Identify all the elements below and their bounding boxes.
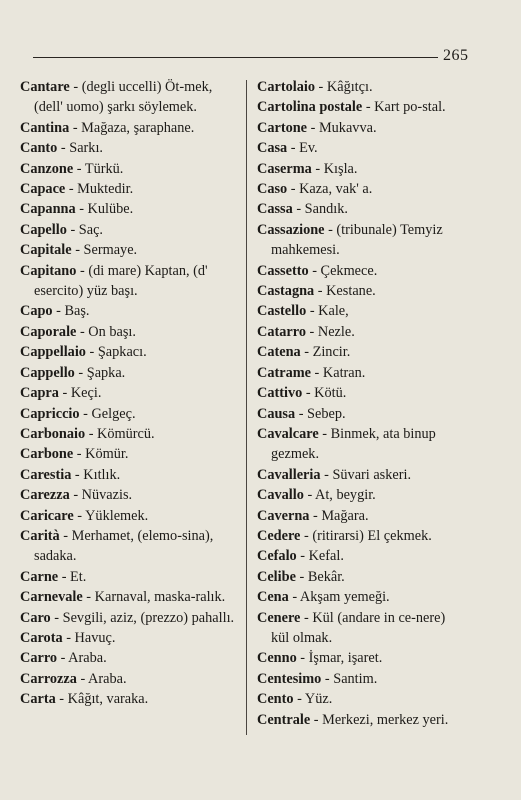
entry-definition: - Şapka. <box>74 364 126 381</box>
entry-definition: - Nezle. <box>305 323 355 340</box>
entry-definition: - Süvari askeri. <box>320 466 412 483</box>
entry-definition: - Kömür. <box>73 446 129 463</box>
entry-definition: - Sebep. <box>295 405 346 422</box>
dictionary-entry <box>20 220 240 240</box>
dictionary-entry <box>20 669 240 689</box>
entry-definition: - Saç. <box>66 221 104 238</box>
dictionary-entry <box>20 628 240 648</box>
dictionary-entry <box>20 506 240 526</box>
entry-definition: - Kale, <box>306 303 349 320</box>
entry-headword: Cantare <box>20 79 70 95</box>
entry-definition: - Kışla. <box>311 160 358 177</box>
dictionary-entry <box>257 424 467 465</box>
dictionary-entry <box>20 199 240 219</box>
entry-headword: Centesimo <box>257 670 322 687</box>
entry-headword: Catena <box>257 344 301 361</box>
entry-headword: Catarro <box>257 323 306 340</box>
entry-definition: - Sarkı. <box>57 140 104 157</box>
entry-headword: Caporale <box>20 323 77 340</box>
dictionary-entry <box>257 404 467 424</box>
dictionary-entry <box>257 159 467 179</box>
dictionary-entry <box>257 363 467 383</box>
entry-headword: Cappello <box>20 364 75 381</box>
dictionary-entry <box>20 424 240 444</box>
entry-headword: Capace <box>20 181 66 198</box>
dictionary-entry <box>257 567 467 587</box>
dictionary-entry <box>257 608 467 649</box>
entry-definition: - Kâğıtçı. <box>314 79 373 95</box>
dictionary-entry <box>20 240 240 260</box>
entry-definition: - Çekmece. <box>308 262 378 279</box>
dictionary-entry <box>257 118 467 138</box>
entry-headword: Caserma <box>257 160 312 177</box>
dictionary-entry <box>257 342 467 362</box>
entry-definition: - Binmek, ata binup gezmek. <box>271 425 436 463</box>
entry-definition: - Türkü. <box>73 160 124 177</box>
dictionary-entry <box>257 465 467 485</box>
entry-definition: - Kart po-stal. <box>362 99 446 116</box>
entry-headword: Cassa <box>257 201 293 218</box>
entry-definition: - Kül (andare in ce-nere) kül olmak. <box>271 609 446 646</box>
entry-definition: - Gelgeç. <box>79 405 136 422</box>
dictionary-entry <box>257 669 467 689</box>
entry-headword: Cenere <box>257 609 301 626</box>
entry-definition: - Araba. <box>57 650 107 667</box>
entry-headword: Canzone <box>20 160 74 177</box>
entry-headword: Cartone <box>257 119 308 136</box>
entry-headword: Carnevale <box>20 589 83 606</box>
entry-headword: Caricare <box>20 507 74 524</box>
entry-definition: - Mukavva. <box>307 119 377 136</box>
dictionary-entry <box>20 526 240 567</box>
entry-headword: Caro <box>20 609 51 626</box>
left-column <box>20 77 240 710</box>
entry-definition: - Katran. <box>310 364 366 381</box>
entry-definition: - Karnaval, maska-ralık. <box>82 589 226 606</box>
entry-headword: Capriccio <box>20 405 80 422</box>
dictionary-entry <box>20 322 240 342</box>
dictionary-entry <box>257 546 467 566</box>
dictionary-entry <box>20 77 240 118</box>
entry-headword: Cartolina postale <box>257 99 363 116</box>
entry-headword: Castello <box>257 303 307 320</box>
dictionary-entry <box>20 342 240 362</box>
dictionary-entry <box>257 383 467 403</box>
entry-headword: Carne <box>20 568 59 585</box>
entry-definition: - İşmar, işaret. <box>296 650 383 667</box>
entry-definition: - Keçi. <box>58 385 102 402</box>
dictionary-entry <box>20 648 240 668</box>
entry-headword: Carta <box>20 691 56 708</box>
entry-definition: - Kıtlık. <box>71 466 121 483</box>
entry-definition: - Kulübe. <box>75 201 134 218</box>
entry-definition: - (tribunale) Temyiz mahkemesi. <box>271 221 443 259</box>
entry-headword: Casa <box>257 140 288 157</box>
entry-definition: - Kaza, vak' a. <box>287 181 373 198</box>
entry-definition: - Bekâr. <box>295 568 345 585</box>
dictionary-entry <box>20 138 240 158</box>
dictionary-entry <box>257 689 467 709</box>
entry-headword: Carbone <box>20 446 74 463</box>
entry-definition: - (ritirarsi) El çekmek. <box>300 527 432 544</box>
entry-headword: Capra <box>20 385 59 402</box>
entry-definition: - Yüklemek. <box>73 507 149 524</box>
entry-headword: Causa <box>257 405 296 422</box>
entry-headword: Carrozza <box>20 670 77 687</box>
entry-definition: - Baş. <box>52 303 90 320</box>
entry-headword: Capo <box>20 303 53 320</box>
entry-definition: - Kestane. <box>314 283 376 300</box>
dictionary-entry <box>20 261 240 302</box>
entry-headword: Canto <box>20 140 58 157</box>
entry-definition: - Ev. <box>287 140 318 157</box>
entry-definition: - (di mare) Kaptan, (d' esercito) yüz başı. <box>34 262 208 300</box>
entry-headword: Carestia <box>20 466 72 483</box>
dictionary-entry <box>257 485 467 505</box>
dictionary-entry <box>257 179 467 199</box>
entry-headword: Carota <box>20 629 63 646</box>
dictionary-entry <box>20 587 240 607</box>
entry-headword: Centrale <box>257 711 311 728</box>
entry-headword: Caverna <box>257 507 310 524</box>
entry-definition: - Santim. <box>321 670 378 687</box>
entry-definition: - Merhamet, (elemo-sina), sadaka. <box>34 527 214 565</box>
dictionary-entry <box>257 526 467 546</box>
dictionary-entry <box>20 383 240 403</box>
dictionary-entry <box>257 322 467 342</box>
entry-headword: Capitale <box>20 242 72 259</box>
entry-definition: - Araba. <box>76 670 127 687</box>
entry-definition: - Muktedir. <box>65 181 134 198</box>
dictionary-entry <box>257 220 467 261</box>
entry-headword: Carità <box>20 527 60 544</box>
page-number: 265 <box>443 47 469 64</box>
dictionary-entry <box>257 138 467 158</box>
column-divider <box>246 80 247 735</box>
dictionary-entry <box>20 404 240 424</box>
dictionary-entry <box>20 363 240 383</box>
entry-headword: Cavalleria <box>257 466 321 483</box>
dictionary-entry <box>257 506 467 526</box>
entry-headword: Cattivo <box>257 385 303 402</box>
entry-definition: - Et. <box>58 568 87 585</box>
dictionary-entry <box>257 199 467 219</box>
dictionary-entry <box>20 301 240 321</box>
entry-definition: - Kefal. <box>296 548 344 565</box>
dictionary-entry <box>257 261 467 281</box>
entry-definition: - Mağara. <box>309 507 369 524</box>
dictionary-entry <box>20 118 240 138</box>
entry-headword: Cartolaio <box>257 79 315 95</box>
entry-definition: - (degli uccelli) Öt-mek, (dell' uomo) şarkı söylemek. <box>34 79 213 116</box>
header-rule <box>33 57 438 58</box>
dictionary-entry <box>257 648 467 668</box>
entry-headword: Cavalcare <box>257 425 319 442</box>
dictionary-entry <box>20 608 240 628</box>
entry-headword: Carezza <box>20 487 70 504</box>
entry-definition: - On başı. <box>76 323 136 340</box>
entry-definition: - Sandık. <box>292 201 348 218</box>
entry-headword: Carro <box>20 650 58 667</box>
entry-headword: Cavallo <box>257 487 304 504</box>
entry-headword: Carbonaio <box>20 425 86 442</box>
entry-headword: Cento <box>257 691 294 708</box>
entry-definition: - At, beygir. <box>303 487 376 504</box>
dictionary-entry <box>257 281 467 301</box>
entry-definition: - Havuç. <box>62 629 116 646</box>
entry-headword: Cassetto <box>257 262 309 279</box>
dictionary-entry <box>20 567 240 587</box>
entry-headword: Capanna <box>20 201 76 218</box>
dictionary-entry <box>257 97 467 117</box>
entry-headword: Cantina <box>20 119 70 136</box>
entry-headword: Catrame <box>257 364 311 381</box>
entry-headword: Castagna <box>257 283 315 300</box>
entry-definition: - Sevgili, aziz, (prezzo) pahallı. <box>50 609 235 626</box>
dictionary-entry <box>257 587 467 607</box>
dictionary-entry <box>257 77 467 97</box>
entry-definition: - Sermaye. <box>71 242 138 259</box>
entry-headword: Cenno <box>257 650 297 667</box>
entry-headword: Caso <box>257 181 288 198</box>
entry-definition: - Mağaza, şaraphane. <box>69 119 195 136</box>
entry-definition: - Nüvazis. <box>69 487 133 504</box>
entry-definition: - Kötü. <box>302 385 347 402</box>
dictionary-entry <box>257 301 467 321</box>
right-column <box>257 77 467 730</box>
entry-headword: Cena <box>257 589 289 606</box>
entry-definition: - Akşam yemeği. <box>288 589 390 606</box>
dictionary-entry <box>20 465 240 485</box>
entry-definition: - Kâğıt, varaka. <box>55 691 149 708</box>
dictionary-entry <box>20 689 240 709</box>
dictionary-entry <box>20 485 240 505</box>
entry-headword: Cedere <box>257 527 301 544</box>
entry-definition: - Merkezi, merkez yeri. <box>310 711 449 728</box>
dictionary-entry <box>257 710 467 730</box>
dictionary-entry <box>20 159 240 179</box>
entry-definition: - Yüz. <box>293 691 333 708</box>
dictionary-entry <box>20 444 240 464</box>
entry-headword: Cefalo <box>257 548 297 565</box>
entry-headword: Capello <box>20 221 67 238</box>
entry-definition: - Şapkacı. <box>85 344 147 361</box>
dictionary-entry <box>20 179 240 199</box>
entry-headword: Cappellaio <box>20 344 86 361</box>
entry-headword: Cassazione <box>257 221 325 238</box>
entry-definition: - Kömürcü. <box>85 425 155 442</box>
entry-definition: - Zincir. <box>300 344 351 361</box>
entry-headword: Celibe <box>257 568 296 585</box>
entry-headword: Capitano <box>20 262 77 279</box>
